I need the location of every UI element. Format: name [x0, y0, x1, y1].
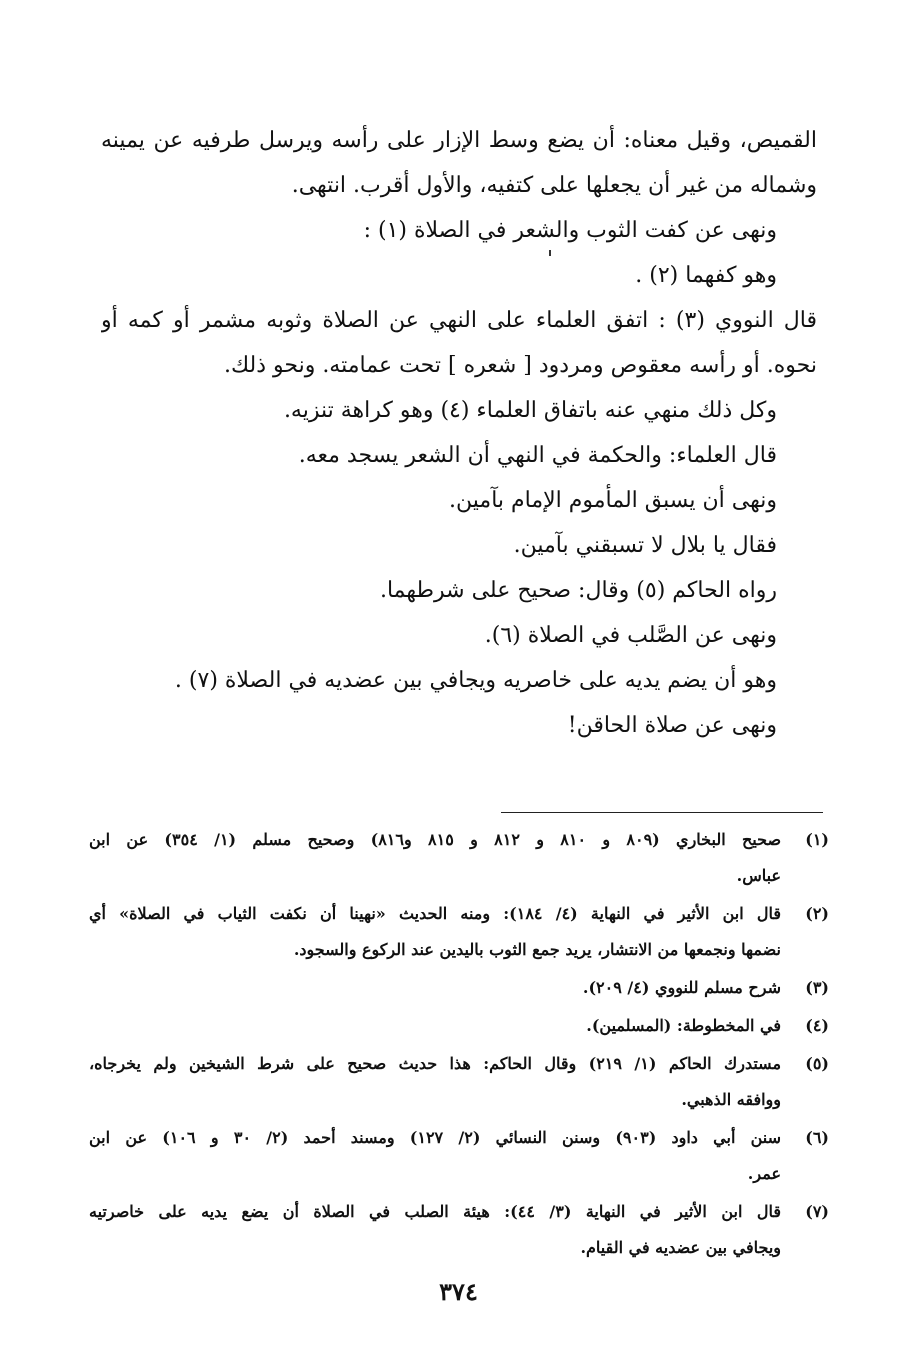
- footnote-number: (٣): [805, 978, 829, 997]
- main-text-line: وهو أن يضم يديه على خاصريه ويجافي بين عضديه في الصلاة (٧) .: [174, 668, 777, 693]
- main-text-line: رواه الحاكم (٥) وقال: صحيح على شرطهما.: [379, 578, 777, 603]
- main-text-line: نحوه. أو رأسه معقوص ومردود [ شعره ] تحت عمامته. ونحو ذلك.: [223, 353, 817, 378]
- main-text-line: وكل ذلك منهي عنه باتفاق العلماء (٤) وهو كراهة تنزيه.: [283, 398, 777, 423]
- footnote-line: عمر.: [747, 1164, 781, 1183]
- footnote-line: سنن أبي داود (٩٠٣) وسنن النسائي (٢/ ١٢٧) ومسند أحمد (٢/ ٣٠ و ١٠٦) عن ابن: [89, 1128, 781, 1147]
- main-text-block: [101, 118, 817, 748]
- footnote-number: (١): [805, 830, 829, 849]
- main-text-line: وشماله من غير أن يجعلها على كتفيه، والأول أقرب. انتهى.: [291, 173, 817, 198]
- footnote-line: قال ابن الأثير في النهاية (٤/ ١٨٤): ومنه الحديث «نهينا أن نكفت الثياب في الصلاة» أي: [89, 904, 781, 923]
- footnote-line: قال ابن الأثير في النهاية (٣/ ٤٤): هيئة الصلب في الصلاة أن يضع يديه على خاصرتيه: [89, 1202, 781, 1221]
- ink-speck: [549, 250, 551, 256]
- footnote-number: (٧): [805, 1202, 829, 1221]
- footnote-line: نضمها ونجمعها من الانتشار، يريد جمع الثوب باليدين عند الركوع والسجود.: [293, 940, 781, 959]
- footnote-body: [89, 1008, 781, 1044]
- footnote-item: [89, 1120, 829, 1192]
- footnote-line: في المخطوطة: (المسلمين).: [586, 1016, 781, 1035]
- main-text-line: القميص، وقيل معناه: أن يضع وسط الإزار على رأسه ويرسل طرفيه عن يمينه: [101, 128, 817, 153]
- footnote-line: ويجافي بين عضديه في القيام.: [580, 1238, 781, 1257]
- footnote-line: شرح مسلم للنووي (٤/ ٢٠٩).: [582, 978, 781, 997]
- footnote-number: (٢): [805, 904, 829, 923]
- footnotes-block: [89, 822, 829, 1268]
- footnote-item: [89, 1046, 829, 1118]
- footnote-line: عباس.: [736, 866, 781, 885]
- main-text-line: فقال يا بلال لا تسبقني بآمين.: [513, 533, 777, 558]
- footnote-body: [89, 1120, 781, 1192]
- footnote-number: (٥): [805, 1054, 829, 1073]
- footnote-item: [89, 822, 829, 894]
- footnote-item: [89, 1008, 829, 1044]
- main-text-line: قال العلماء: والحكمة في النهي أن الشعر يسجد معه.: [298, 443, 777, 468]
- main-text-line: ونهى أن يسبق المأموم الإمام بآمين.: [449, 488, 777, 513]
- main-text-line: ونهى عن الصَّلب في الصلاة (٦).: [484, 623, 777, 648]
- footnote-line: صحيح البخاري (٨٠٩ و ٨١٠ و ٨١٢ و ٨١٥ و٨١٦) وصحيح مسلم (١/ ٣٥٤) عن ابن: [89, 830, 781, 849]
- footnote-line: مستدرك الحاكم (١/ ٢١٩) وقال الحاكم: هذا حديث صحيح على شرط الشيخين ولم يخرجاه،: [89, 1054, 781, 1073]
- main-text-line: ونهى عن صلاة الحاقن!: [567, 713, 777, 738]
- footnote-body: [89, 896, 781, 968]
- footnote-divider: [501, 812, 823, 813]
- page-number: ٣٧٤: [439, 1277, 478, 1306]
- footnote-body: [89, 970, 781, 1006]
- footnote-body: [89, 1194, 781, 1266]
- footnote-number: (٤): [805, 1016, 829, 1035]
- main-text-line: قال النووي (٣) : اتفق العلماء على النهي عن الصلاة وثوبه مشمر أو كمه أو: [101, 308, 817, 333]
- main-text-line: ونهى عن كفت الثوب والشعر في الصلاة (١) :: [363, 218, 777, 243]
- footnote-item: [89, 970, 829, 1006]
- footnote-number: (٦): [805, 1128, 829, 1147]
- footnote-body: [89, 1046, 781, 1118]
- footnote-body: [89, 822, 781, 894]
- footnote-line: ووافقه الذهبي.: [681, 1090, 781, 1109]
- main-text-line: وهو كفهما (٢) .: [635, 263, 777, 288]
- footnote-item: [89, 896, 829, 968]
- footnote-item: [89, 1194, 829, 1266]
